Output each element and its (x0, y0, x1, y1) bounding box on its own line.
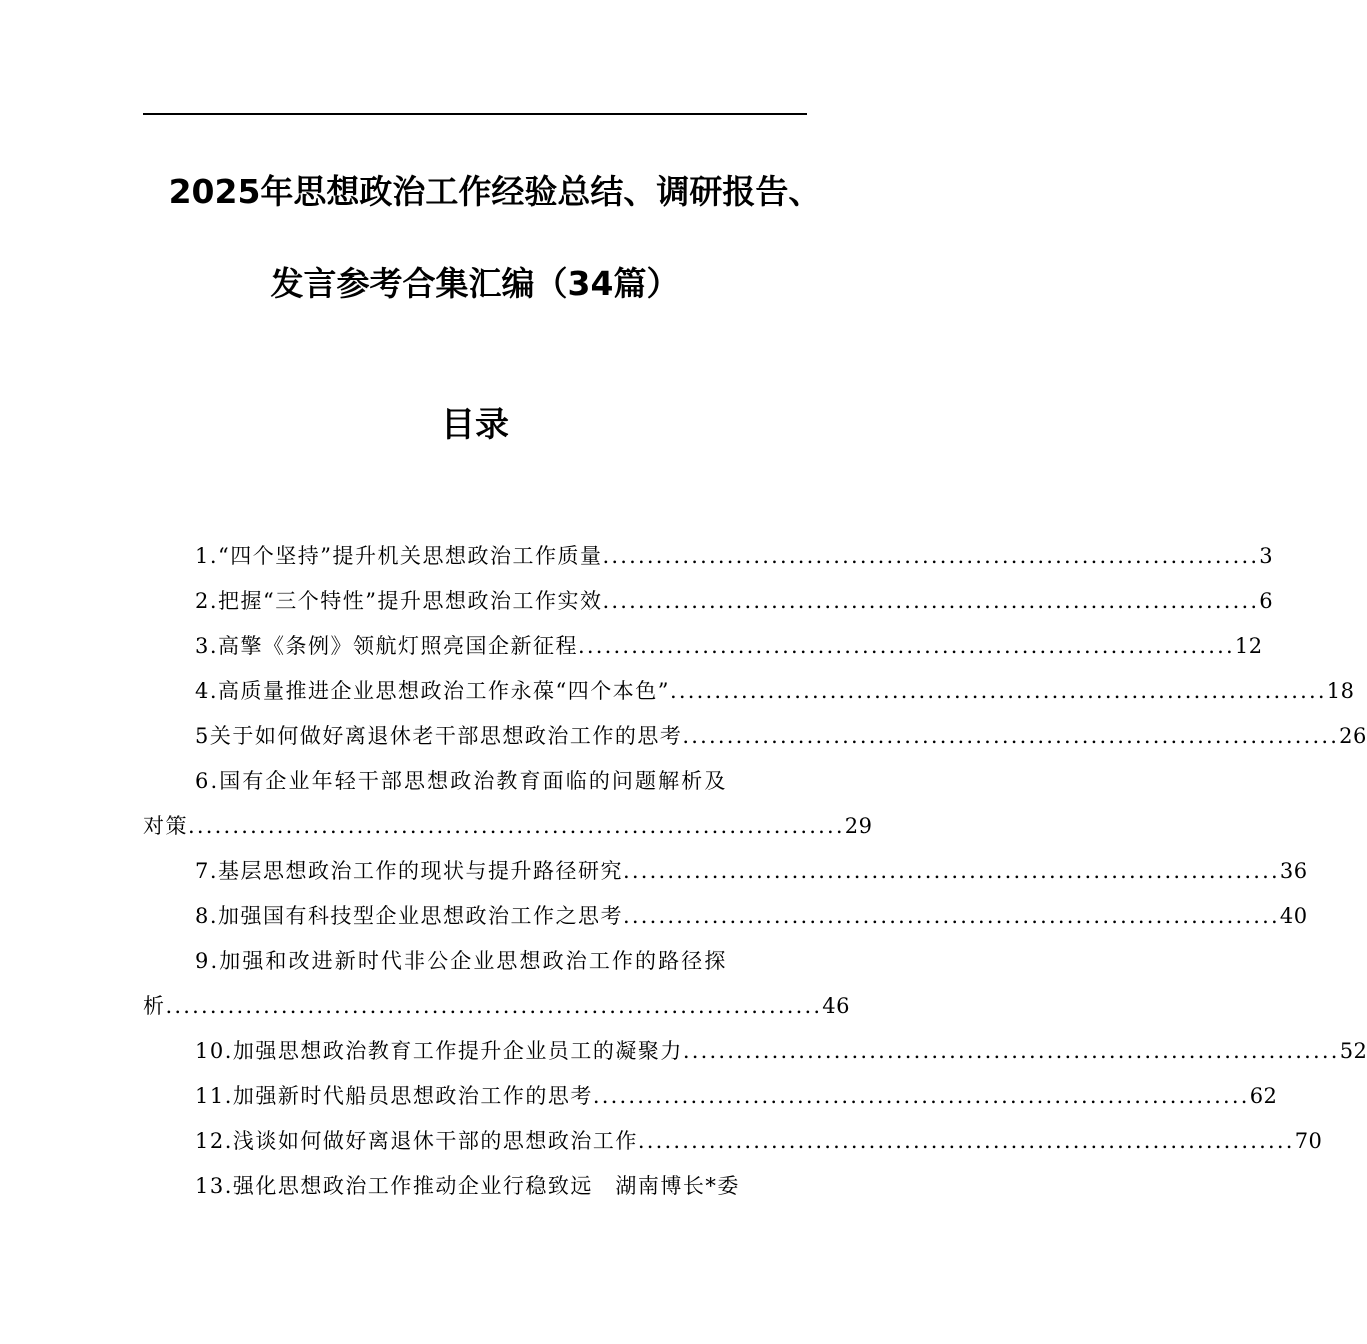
toc-entry-title: 6.国有企业年轻干部思想政治教育面临的问题解析及 (195, 769, 728, 793)
toc-leader-dots: .......................................................................... (602, 589, 1260, 613)
toc-entry-title: 5关于如何做好离退休老干部思想政治工作的思考 (195, 724, 683, 748)
toc-leader-dots: .......................................................................... (670, 679, 1327, 703)
toc-entry-page: 3 (1259, 544, 1274, 568)
toc-entry-title: 7.基层思想政治工作的现状与提升路径研究 (195, 859, 624, 883)
toc-entry[interactable] (143, 1164, 807, 1209)
toc-entry[interactable] (143, 579, 1274, 624)
toc-entry-title: 9.加强和改进新时代非公企业思想政治工作的路径探 (195, 949, 728, 973)
toc-leader-dots: .......................................................................... (637, 1129, 1295, 1153)
toc-entry-title: 4.高质量推进企业思想政治工作永葆“四个本色” (195, 679, 671, 703)
document-title-line-2: 发言参考合集汇编（34篇） (270, 264, 680, 303)
toc-entry-title-continuation: 对策 (143, 814, 188, 838)
toc-entry[interactable] (143, 1029, 1367, 1074)
toc-entry-continuation[interactable] (143, 804, 873, 849)
toc-entry-page: 6 (1259, 589, 1274, 613)
toc-entry[interactable] (143, 624, 1263, 669)
toc-entry-title: 10.加强思想政治教育工作提升企业员工的凝聚力 (195, 1039, 683, 1063)
toc-leader-dots: .......................................................................... (578, 634, 1235, 658)
toc-entry-page: 70 (1294, 1129, 1323, 1153)
top-rule (143, 113, 807, 115)
toc-entry[interactable] (143, 759, 807, 804)
toc-entry-title: 8.加强国有科技型企业思想政治工作之思考 (195, 904, 624, 928)
toc-entry-title: 12.浅谈如何做好离退休干部的思想政治工作 (195, 1129, 638, 1153)
toc-entry-page: 29 (844, 814, 873, 838)
toc-leader-dots: .......................................................................... (682, 1039, 1340, 1063)
toc-entry[interactable] (143, 1074, 1278, 1119)
toc-entry-page: 40 (1279, 904, 1308, 928)
toc-leader-dots: .......................................................................... (592, 1084, 1250, 1108)
toc-entry-page: 12 (1234, 634, 1263, 658)
toc-heading: 目录 (441, 405, 509, 445)
toc-entry-page: 36 (1279, 859, 1308, 883)
toc-leader-dots: .......................................................................... (682, 724, 1340, 748)
toc-leader-dots: .......................................................................... (188, 814, 845, 838)
toc-entry-title: 13.强化思想政治工作推动企业行稳致远 湖南博长*委 (195, 1174, 740, 1198)
toc-entry-title: 1.“四个坚持”提升机关思想政治工作质量 (195, 544, 603, 568)
toc-entry-page: 26 (1339, 724, 1367, 748)
toc-entry-title: 11.加强新时代船员思想政治工作的思考 (195, 1084, 593, 1108)
toc-entry-title: 2.把握“三个特性”提升思想政治工作实效 (195, 589, 603, 613)
toc-entry[interactable] (143, 1119, 1323, 1164)
toc-leader-dots: .......................................................................... (602, 544, 1260, 568)
toc-entry[interactable] (143, 939, 807, 984)
toc-entry-page: 46 (822, 994, 851, 1018)
toc-leader-dots: .......................................................................... (623, 904, 1280, 928)
toc-entry-page: 18 (1326, 679, 1355, 703)
toc-entry-title-continuation: 析 (143, 994, 166, 1018)
toc-entry[interactable] (143, 669, 1355, 714)
table-of-contents (143, 534, 1367, 1209)
document-title-line-1: 2025年思想政治工作经验总结、调研报告、 (168, 172, 822, 211)
toc-entry[interactable] (143, 849, 1308, 894)
toc-entry[interactable] (143, 894, 1308, 939)
toc-leader-dots: .......................................................................... (623, 859, 1280, 883)
toc-entry[interactable] (143, 714, 1367, 759)
toc-entry-title: 3.高擎《条例》领航灯照亮国企新征程 (195, 634, 579, 658)
toc-entry-page: 62 (1249, 1084, 1278, 1108)
toc-leader-dots: .......................................................................... (165, 994, 823, 1018)
toc-entry[interactable] (143, 534, 1274, 579)
toc-entry-page: 52 (1339, 1039, 1367, 1063)
toc-entry-continuation[interactable] (143, 984, 851, 1029)
